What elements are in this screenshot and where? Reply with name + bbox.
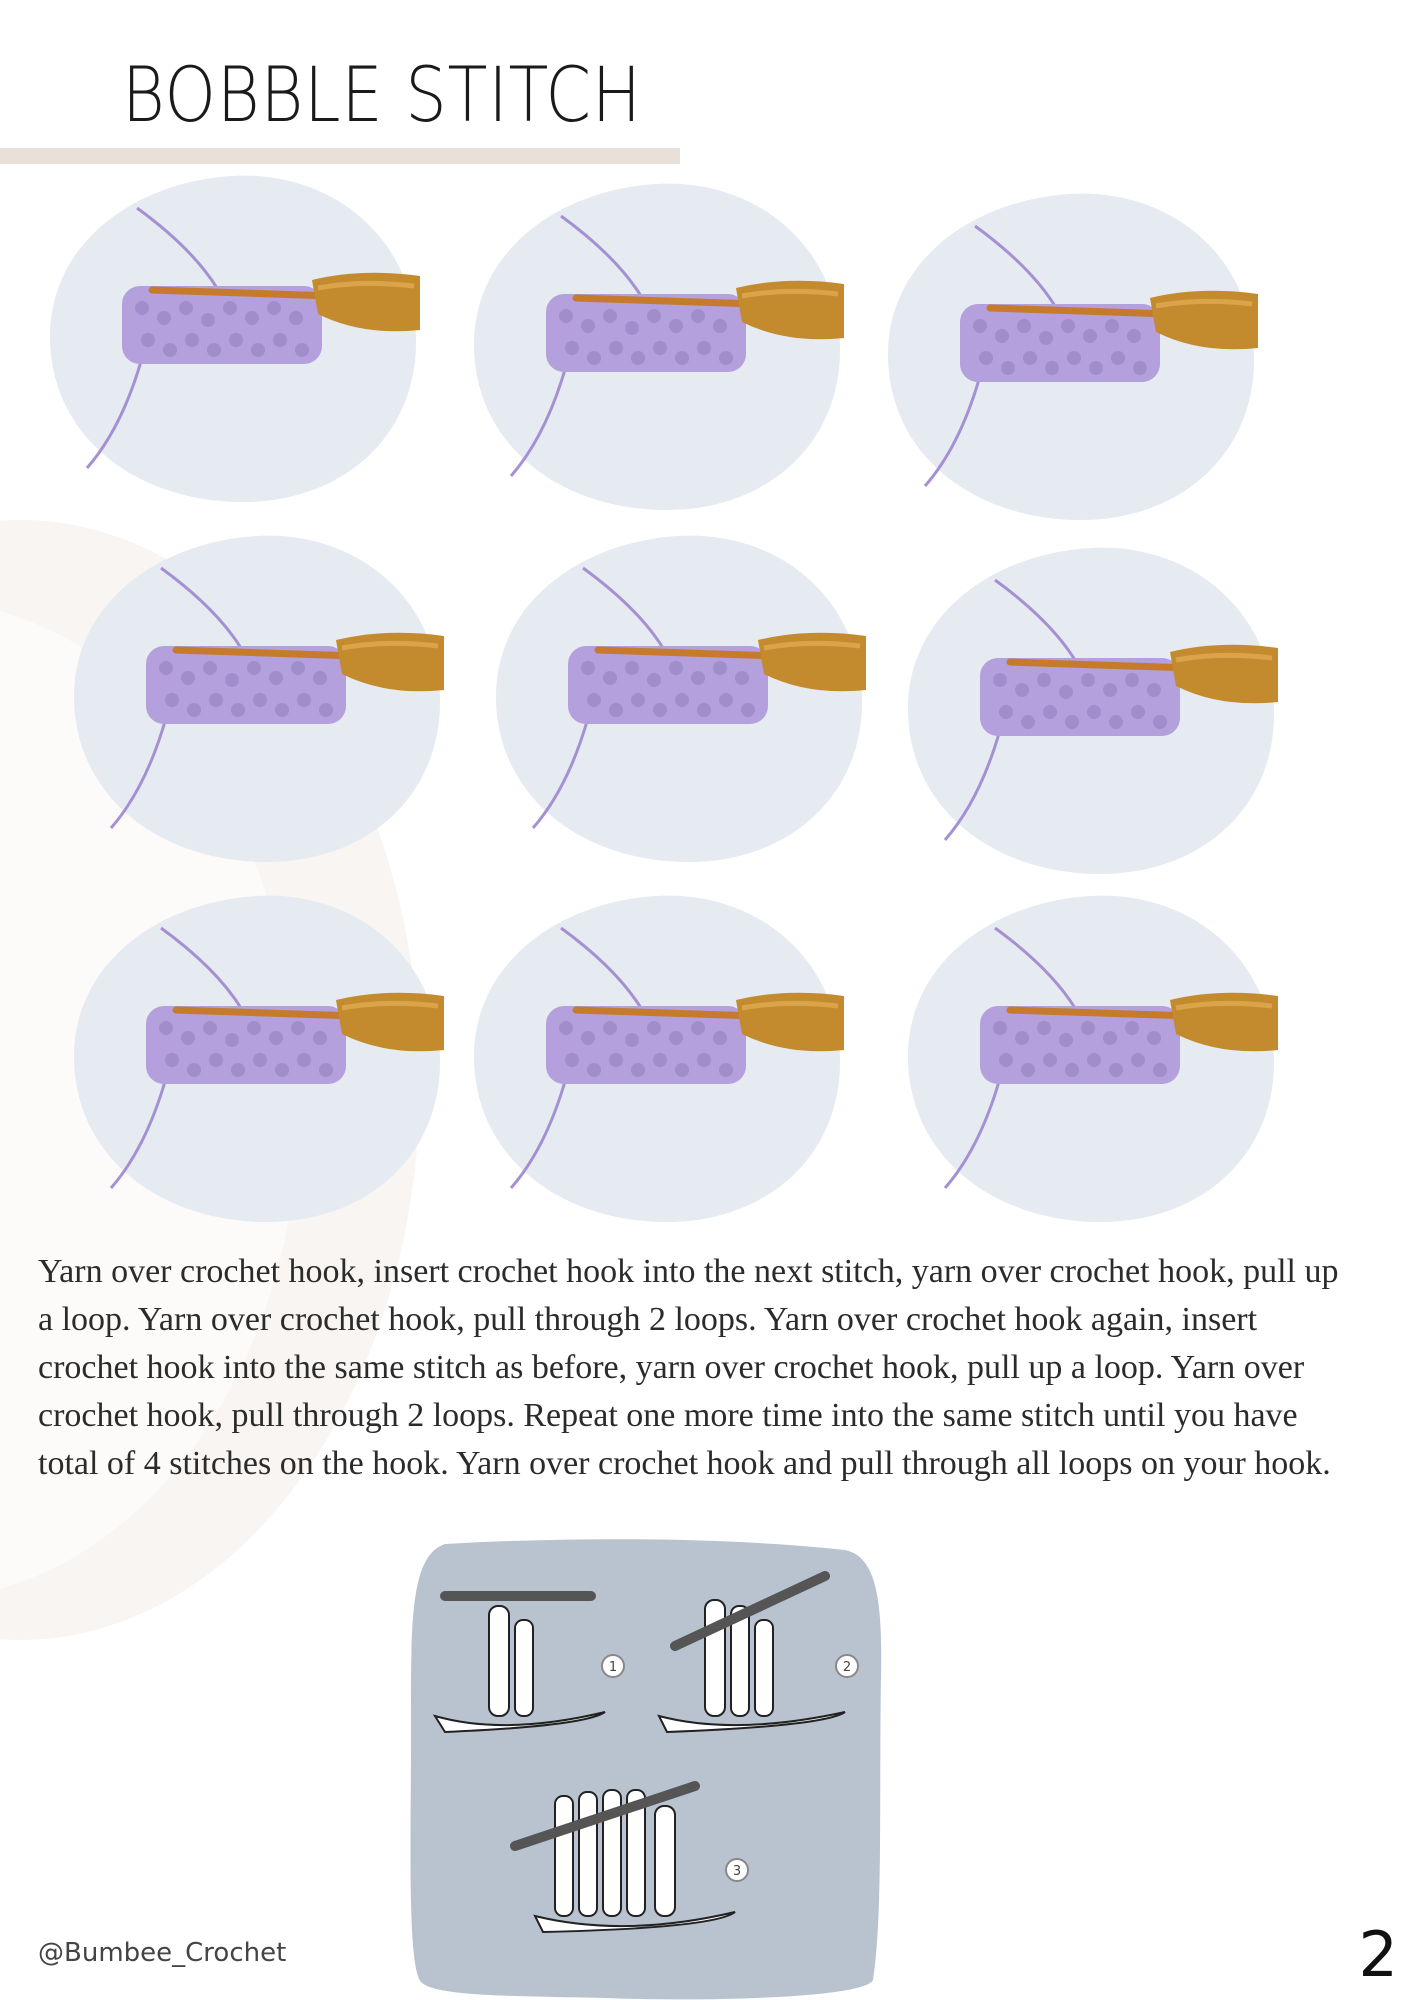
- step-label-2: 2: [842, 1660, 852, 1675]
- step-photo-2: [466, 176, 846, 516]
- step-photo-9: [900, 888, 1280, 1228]
- title-underline-bar: [0, 148, 680, 164]
- step-label-3: 3: [732, 1864, 742, 1879]
- step-photo-7: [66, 888, 446, 1228]
- page-number: 2: [1358, 1918, 1398, 1991]
- social-handle: @Bumbee_Crochet: [38, 1938, 287, 1968]
- stitch-diagram: [405, 1536, 887, 2000]
- step-photo-3: [880, 186, 1260, 526]
- step-photo-4: [66, 528, 446, 868]
- step-photo-8: [466, 888, 846, 1228]
- page-title: BOBBLE STITCH: [122, 50, 642, 139]
- step-photo-1: [42, 168, 422, 508]
- instructions-text: Yarn over crochet hook, insert crochet hook into the next stitch, yarn over crochet hook, pull up a loop. Yarn over crochet hook, pull through 2 loops. Yarn over crochet hook again, insert crochet hook into the same stitch as before, yarn over crochet hook, pull up a loop. Yarn over crochet hook, pull through 2 loops. Repeat one more time into the same stitch until you have total of 4 stitches on the hook. Yarn over crochet hook and pull through all loops on your hook.: [38, 1253, 1339, 1482]
- step-label-1: 1: [608, 1660, 618, 1675]
- step-photo-6: [900, 540, 1280, 880]
- step-photo-5: [488, 528, 868, 868]
